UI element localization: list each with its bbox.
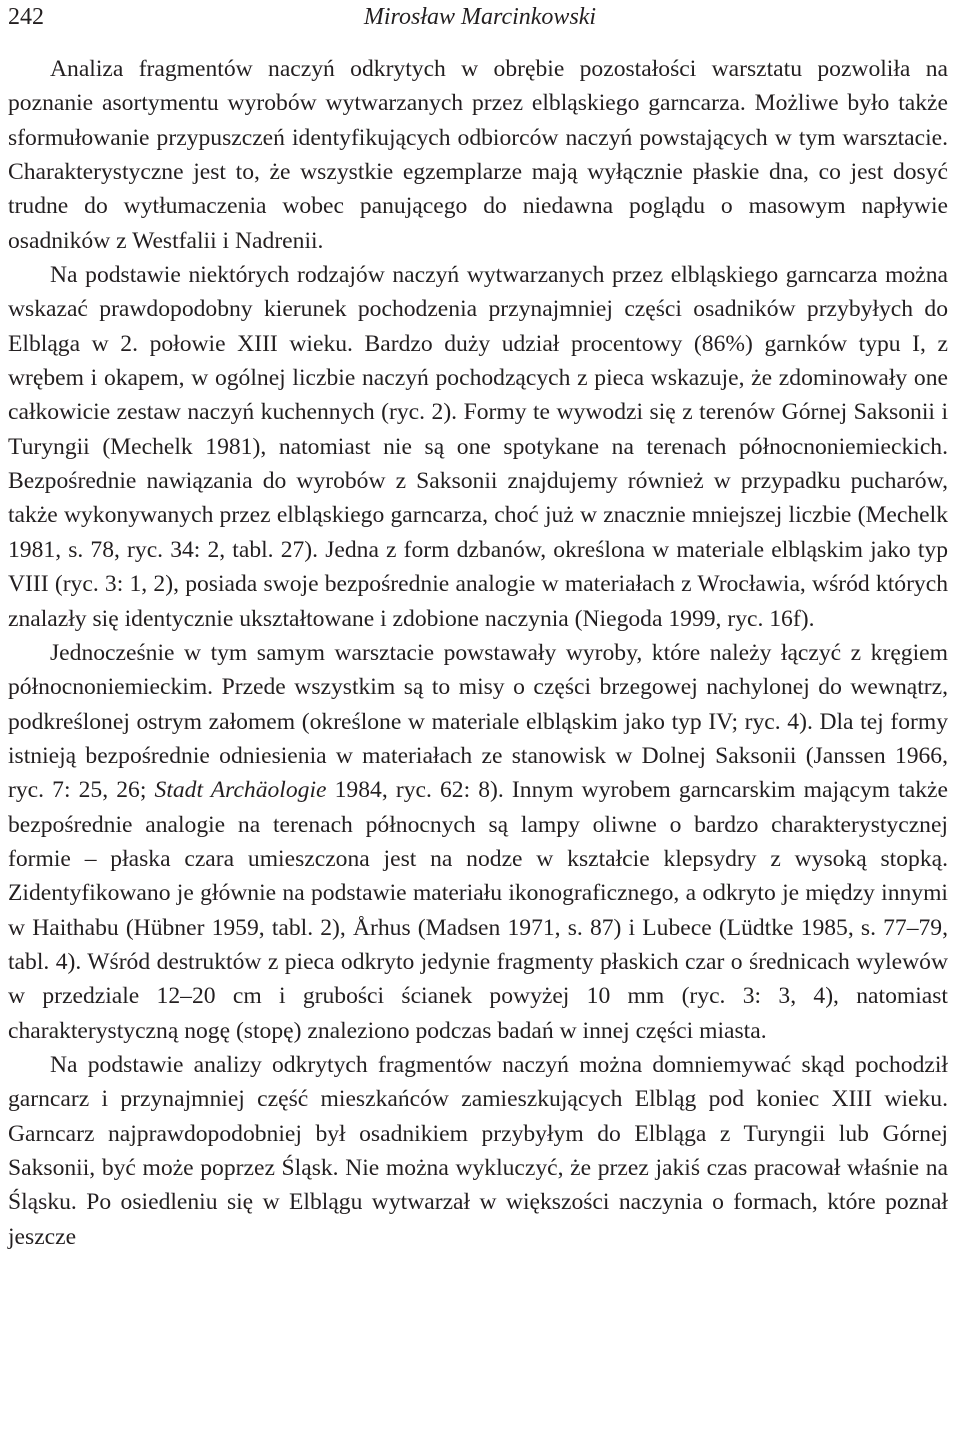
paragraph-1: Analiza fragmentów naczyń odkrytych w obrębie pozostałości warsztatu pozwoliła na poznanie asortymentu wyrobów wytwarzanych przez elbląskiego garncarza. Możliwe było także sformułowanie przypuszczeń identyfikujących odbiorców naczyń powstających w tym warsztacie. Charakterystyczne jest to, że wszystkie egzemplarze mają wyłącznie płaskie dna, co jest dosyć trudne do wytłumaczenia wobec panującego do niedawna poglądu o masowym napływie osadników z Westfalii i Nadrenii. xyxy=(8,56,948,254)
paragraph-4: Na podstawie analizy odkrytych fragmentów naczyń można domniemywać skąd pochodził garncarz i przynajmniej część mieszkańców zamieszkujących Elbląg pod koniec XIII wieku. Garncarz najprawdopodobniej był osadnikiem przybyłym do Elbląga z Turyngii lub Górnej Saksonii, być może poprzez Śląsk. Nie można wykluczyć, że przez jakiś czas pracował właśnie na Śląsku. Po osiedleniu się w Elblągu wytwarzał w większości naczynia o formach, które poznał jeszcze xyxy=(8,1051,948,1250)
page-number: 242 xyxy=(8,4,44,30)
paragraph-3-text-start: Jednocześnie w tym samym warsztacie powstawały wyroby, które należy łączyć z kręgiem północnoniemieckim. Przede wszystkim są to misy o części brzegowej nachylonej do wewnątrz, podkreślonej ostrym załomem (określone w materiale elbląskim jako typ IV; ryc. 4). Dla tej formy istnieją bezpośrednie odniesienia w materiałach ze stanowisk w Dolnej Saksonii (Janssen 1966, ryc. 7: 25, 26; xyxy=(8,639,948,804)
paragraph-2: Na podstawie niektórych rodzajów naczyń wytwarzanych przez elbląskiego garncarza można wskazać prawdopodobny kierunek pochodzenia przynajmniej części osadników przybyłych do Elbląga w 2. połowie XIII wieku. Bardzo duży udział procentowy (86%) garnków typu I, z wrębem i okapem, w ogólnej liczbie naczyń pochodzących z pieca wskazuje, że zdominowały one całkowicie zestaw naczyń kuchennych (ryc. 2). Formy te wywodzi się z terenów Górnej Saksonii i Turyngii (Mechelk 1981), natomiast nie są one spotykane na terenach północnoniemieckich. Bezpośrednie nawiązania do wyrobów z Saksonii znajdujemy również w przypadku pucharów, także wykonywanych przez elbląskiego garncarza, choć już w znacznie mniejszej liczbie (Mechelk 1981, s. 78, ryc. 34: 2, tabl. 27). Jedna z form dzbanów, określona w materiale elbląskim jako typ VIII (ryc. 3: 1, 2), posiada swoje bezpośrednie analogie w materiałach z Wrocławia, wśród których znalazły się identycznie ukształtowane i zdobione naczynia (Niegoda 1999, ryc. 16f). xyxy=(8,262,948,632)
italic-citation-title: Stadt Archäologie xyxy=(154,777,327,804)
paragraph-3 xyxy=(8,636,948,1048)
body-text xyxy=(8,52,948,1254)
paragraph-3-text-end: 1984, ryc. 62: 8). Innym wyrobem garncarskim mającym także bezpośrednie analogie na terenach północnych są lampy oliwne o bardzo charakterystycznej formie – płaska czara umieszczona jest na nodze w kształcie klepsydry z wysoką stopką. Zidentyfikowano je głównie na podstawie materiału ikonograficznego, a odkryto je między innymi w Haithabu (Hübner 1959, tabl. 2), Århus (Madsen 1971, s. 87) i Lubece (Lüdtke 1985, s. 77–79, tabl. 4). Wśród destruktów z pieca odkryto jedynie fragmenty płaskich czar o średnicach wylewów w przedziale 12–20 cm i grubości ścianek powyżej 10 mm (ryc. 3: 3, 4), natomiast charakterystyczną nogę (stopę) znaleziono podczas badań w innej części miasta. xyxy=(8,777,948,1044)
running-header xyxy=(8,2,952,32)
running-header-author: Mirosław Marcinkowski xyxy=(363,4,597,30)
